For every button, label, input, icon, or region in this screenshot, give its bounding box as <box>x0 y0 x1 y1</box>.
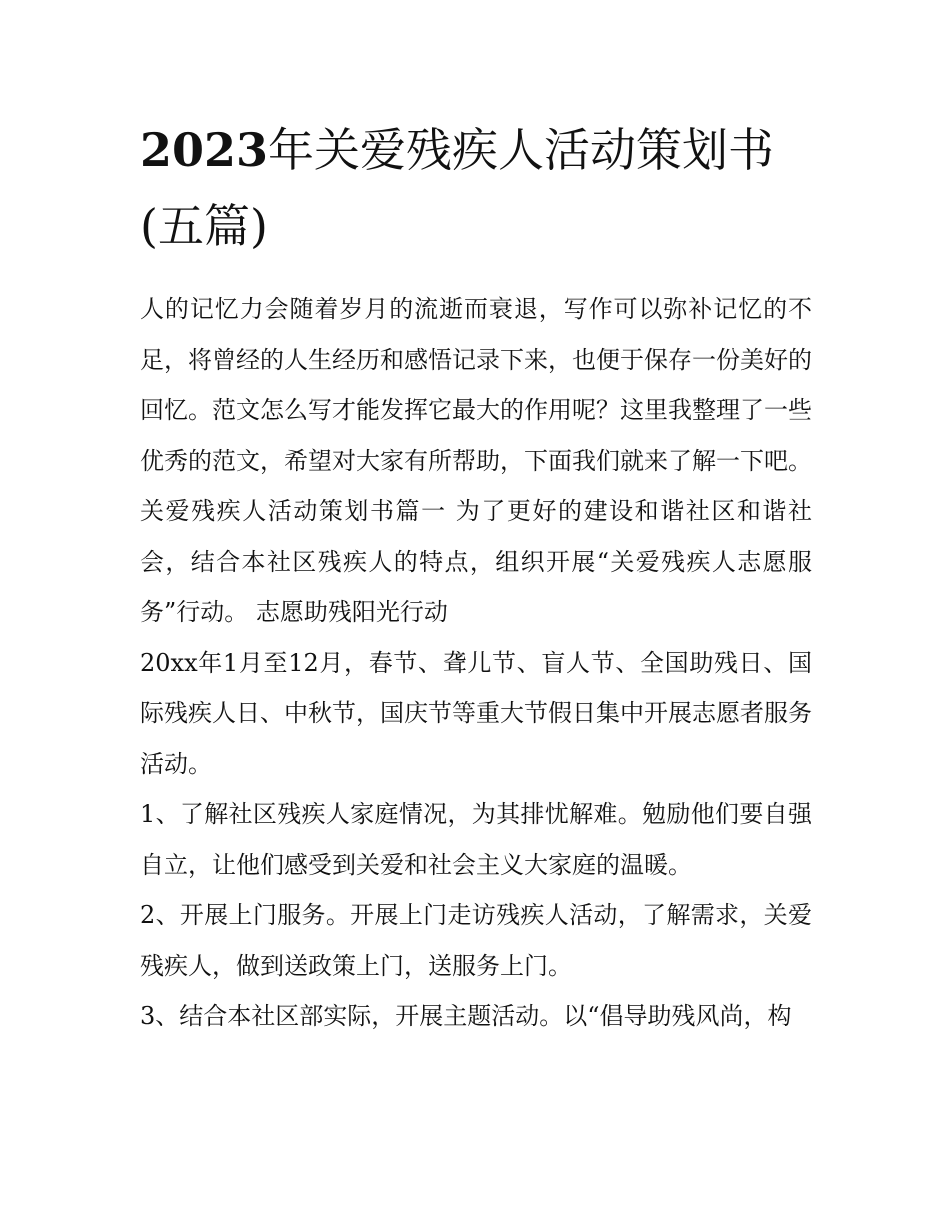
section-one-paragraph: 关爱残疾人活动策划书篇一 为了更好的建设和谐社区和谐社会，结合本社区残疾人的特点，组织开展“关爱残疾人志愿服务”行动。 志愿助残阳光行动 <box>140 497 812 626</box>
list-item-3: 3、结合本社区部实际，开展主题活动。以“倡导助残风尚，构 <box>140 1002 792 1030</box>
document-title <box>140 112 812 264</box>
title-year: 2023 <box>140 123 269 177</box>
document-content <box>140 112 812 1042</box>
list-item-1: 1、了解社区残疾人家庭情况，为其排忧解难。勉励他们要自强自立，让他们感受到关爱和社会主义大家庭的温暖。 <box>140 800 812 879</box>
list-item-2: 2、开展上门服务。开展上门走访残疾人活动，了解需求，关爱残疾人，做到送政策上门，送服务上门。 <box>140 901 812 980</box>
intro-paragraph: 人的记忆力会随着岁月的流逝而衰退，写作可以弥补记忆的不足，将曾经的人生经历和感悟记录下来，也便于保存一份美好的回忆。范文怎么写才能发挥它最大的作用呢？这里我整理了一些优秀的范文，希望对大家有所帮助，下面我们就来了解一下吧。 <box>140 295 812 475</box>
title-text: 年关爱残疾人活动策划书(五篇) <box>140 123 775 253</box>
schedule-paragraph: 20xx年1月至12月，春节、聋儿节、盲人节、全国助残日、国际残疾人日、中秋节，国庆节等重大节假日集中开展志愿者服务活动。 <box>140 648 812 778</box>
document-body <box>140 284 812 1042</box>
